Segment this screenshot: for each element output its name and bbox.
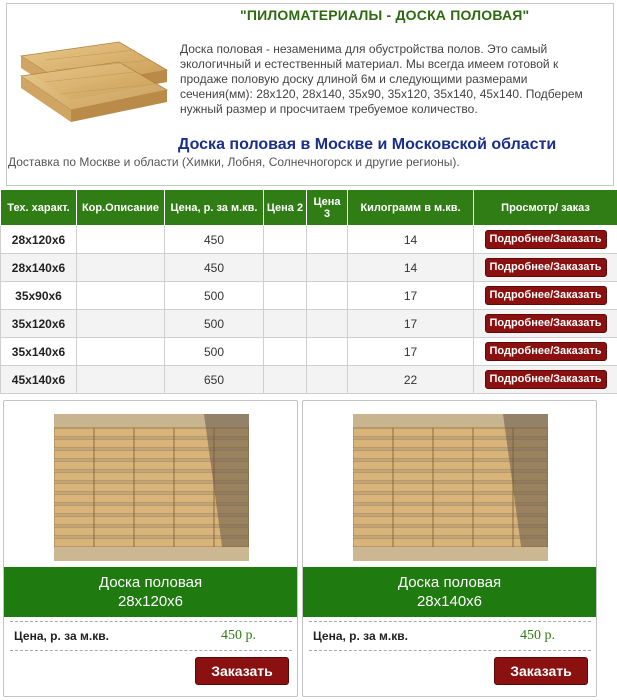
spec-cell: 45х140х6 — [1, 366, 77, 394]
price2-cell — [264, 282, 307, 310]
table-row — [1, 282, 617, 310]
details-order-button[interactable]: Подробнее/Заказать — [485, 258, 607, 277]
delivery-text: Доставка по Москве и области (Химки, Лобня, Солнечногорск и другие регионы). — [8, 155, 460, 169]
price3-cell — [307, 254, 348, 282]
price-cell: 450 — [165, 254, 264, 282]
price-cell: 450 — [165, 226, 264, 254]
column-header: Кор.Описание — [77, 190, 165, 226]
price3-cell — [307, 226, 348, 254]
price3-cell — [307, 366, 348, 394]
product-card-title[interactable] — [303, 567, 596, 617]
spec-cell: 35х140х6 — [1, 338, 77, 366]
order-button[interactable]: Заказать — [494, 657, 588, 685]
price2-cell — [264, 310, 307, 338]
order-button[interactable]: Заказать — [195, 657, 289, 685]
price3-cell — [307, 310, 348, 338]
spec-cell: 35х120х6 — [1, 310, 77, 338]
price-cell: 650 — [165, 366, 264, 394]
region-heading: Доска половая в Москве и Московской области — [178, 136, 557, 153]
product-card-title[interactable] — [4, 567, 297, 617]
spec-cell: 28х140х6 — [1, 254, 77, 282]
description-cell — [77, 254, 165, 282]
price-cell: 500 — [165, 338, 264, 366]
kg-cell: 22 — [348, 366, 474, 394]
price-label: Цена, р. за м.кв. — [14, 629, 109, 643]
price-value: 450 р. — [221, 628, 256, 643]
table-row — [1, 366, 617, 394]
price-cell: 500 — [165, 282, 264, 310]
price-row — [309, 621, 591, 651]
spec-cell: 28х120х6 — [1, 226, 77, 254]
price-cell: 500 — [165, 310, 264, 338]
action-cell — [474, 226, 617, 254]
price-label: Цена, р. за м.кв. — [313, 629, 408, 643]
price-row — [10, 621, 292, 651]
description-cell — [77, 282, 165, 310]
kg-cell: 14 — [348, 254, 474, 282]
action-cell — [474, 282, 617, 310]
table-row — [1, 338, 617, 366]
column-header: Цена 3 — [307, 190, 348, 226]
price2-cell — [264, 366, 307, 394]
description-cell — [77, 366, 165, 394]
column-header: Цена, р. за м.кв. — [165, 190, 264, 226]
product-name: Доска половая — [397, 574, 502, 591]
details-order-button[interactable]: Подробнее/Заказать — [485, 342, 607, 361]
price3-cell — [307, 338, 348, 366]
action-cell — [474, 338, 617, 366]
kg-cell: 17 — [348, 282, 474, 310]
column-header: Просмотр/ заказ — [474, 190, 617, 226]
table-row — [1, 254, 617, 282]
kg-cell: 14 — [348, 226, 474, 254]
product-size: 28х120х6 — [117, 593, 184, 610]
kg-cell: 17 — [348, 310, 474, 338]
column-header: Цена 2 — [264, 190, 307, 226]
description-cell — [77, 310, 165, 338]
details-order-button[interactable]: Подробнее/Заказать — [485, 314, 607, 333]
product-name: Доска половая — [98, 574, 203, 591]
price2-cell — [264, 226, 307, 254]
product-card — [3, 400, 298, 697]
column-header: Килограмм в м.кв. — [348, 190, 474, 226]
price2-cell — [264, 338, 307, 366]
details-order-button[interactable]: Подробнее/Заказать — [485, 370, 607, 389]
price-table — [0, 189, 617, 394]
kg-cell: 17 — [348, 338, 474, 366]
price3-cell — [307, 282, 348, 310]
action-cell — [474, 366, 617, 394]
table-row — [1, 310, 617, 338]
action-cell — [474, 310, 617, 338]
column-header: Тех. характ. — [1, 190, 77, 226]
description-cell — [77, 338, 165, 366]
floor-board-image — [15, 36, 175, 126]
description-cell — [77, 226, 165, 254]
lumber-stack-photo[interactable] — [353, 414, 548, 561]
table-header-row — [1, 190, 617, 226]
table-row — [1, 226, 617, 254]
price2-cell — [264, 254, 307, 282]
details-order-button[interactable]: Подробнее/Заказать — [485, 286, 607, 305]
details-order-button[interactable]: Подробнее/Заказать — [485, 230, 607, 249]
product-card — [302, 400, 597, 697]
product-size: 28х140х6 — [416, 593, 483, 610]
intro-text: Доска половая - незаменима для обустройства полов. Это самый экологичный и естественный материал. Мы всегда имеем готовой к продаже половую доску длиной 6м и следующими размерами сечения(мм): 28х120, 28х140, 35х90, 35х120, 35х140, 45х140. Подберем нужный размер и просчитаем требуемое количество. — [180, 42, 583, 116]
spec-cell: 35х90х6 — [1, 282, 77, 310]
page-title: "ПИЛОМАТЕРИАЛЫ - ДОСКА ПОЛОВАЯ" — [240, 7, 530, 23]
lumber-stack-photo[interactable] — [54, 414, 249, 561]
action-cell — [474, 254, 617, 282]
price-value: 450 р. — [520, 628, 555, 643]
